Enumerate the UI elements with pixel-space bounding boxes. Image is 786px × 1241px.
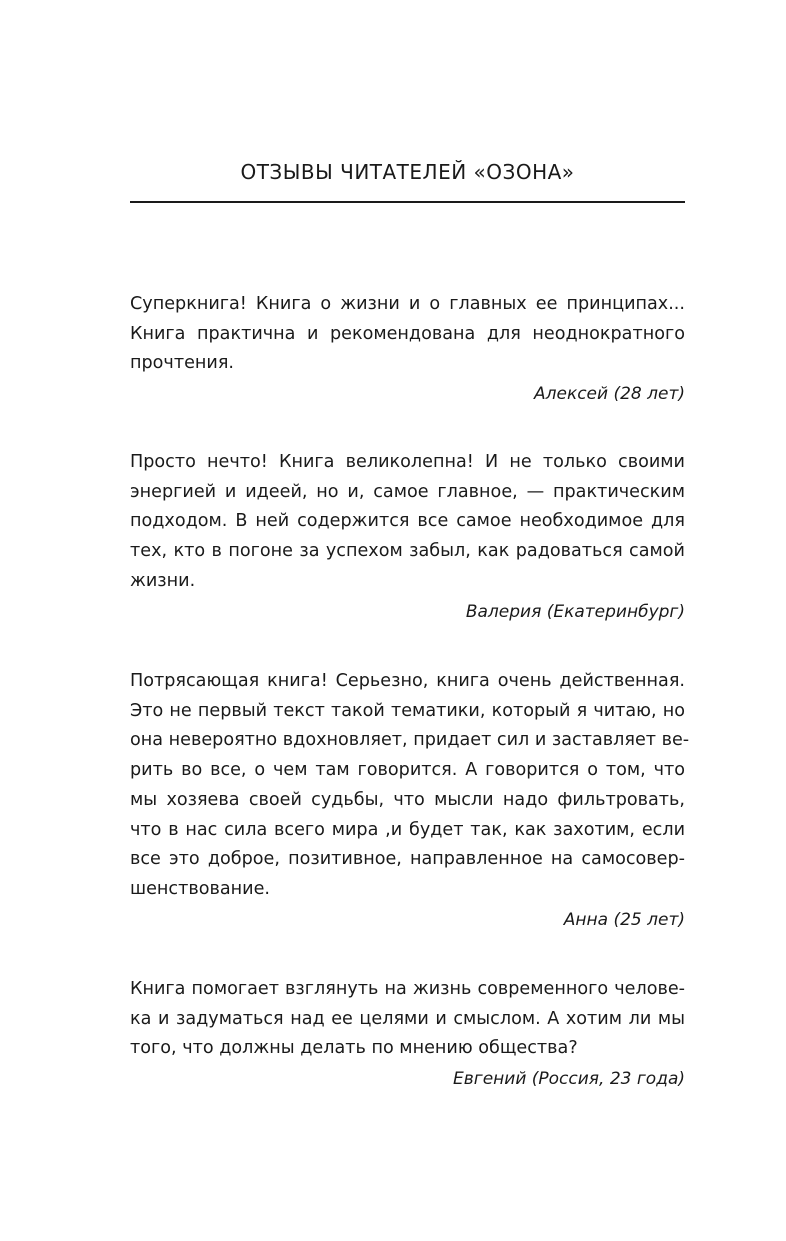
review-text-line: подходом. В ней содержится все самое необходимое для — [130, 511, 685, 532]
review-text-line: что в нас сила всего мира ,и будет так, как захотим, если — [130, 819, 685, 840]
review-text-line: жизни. — [130, 570, 196, 591]
review-author: Валерия (Екатеринбург) — [465, 601, 685, 622]
review-author: Евгений (Россия, 23 года) — [453, 1069, 685, 1090]
review-text-line: Книга помогает взглянуть на жизнь современного челове- — [130, 979, 685, 999]
review-text-line: рить во все, о чем там говорится. А говорится о том, что — [130, 760, 685, 781]
review-text-line: она невероятно вдохновляет, придает сил и заставляет ве- — [130, 730, 690, 751]
review-text-line: тех, кто в погоне за успехом забыл, как радоваться самой — [130, 541, 685, 562]
review-author: Анна (25 лет) — [563, 909, 685, 930]
book-page — [130, 0, 690, 1241]
review-text-line: Потрясающая книга! Серьезно, книга очень действенная. — [130, 671, 685, 691]
review-text-line: Книга практична и рекомендована для неоднократного — [130, 323, 685, 344]
review-text-line: Просто нечто! Книга великолепна! И не только своими — [130, 452, 685, 472]
title-underline — [130, 201, 685, 203]
review-text-line: Это не первый текст такой тематики, который я читаю, но — [130, 700, 685, 721]
review-text-line: Суперкнига! Книга о жизни и о главных ее принципах... — [130, 294, 685, 314]
review-text-line: шенствование. — [130, 878, 270, 899]
review-text-line: все это доброе, позитивное, направленное на самосовер- — [130, 849, 685, 870]
review-text-line: прочтения. — [130, 353, 235, 374]
review-3 — [130, 667, 690, 935]
review-text-line: мы хозяева своей судьбы, что мысли надо фильтровать, — [130, 789, 685, 810]
review-author: Алексей (28 лет) — [533, 384, 685, 405]
review-text-line: ка и задуматься над ее целями и смыслом. А хотим ли мы — [130, 1008, 685, 1029]
page-title: ОТЗЫВЫ ЧИТАТЕЛЕЙ «ОЗОНА» — [240, 160, 575, 184]
review-2 — [130, 448, 685, 627]
review-1 — [130, 290, 685, 410]
review-text-line: того, что должны делать по мнению общества? — [130, 1038, 578, 1059]
review-4 — [130, 975, 685, 1095]
review-text-line: энергией и идеей, но и, самое главное, — практическим — [130, 481, 685, 502]
